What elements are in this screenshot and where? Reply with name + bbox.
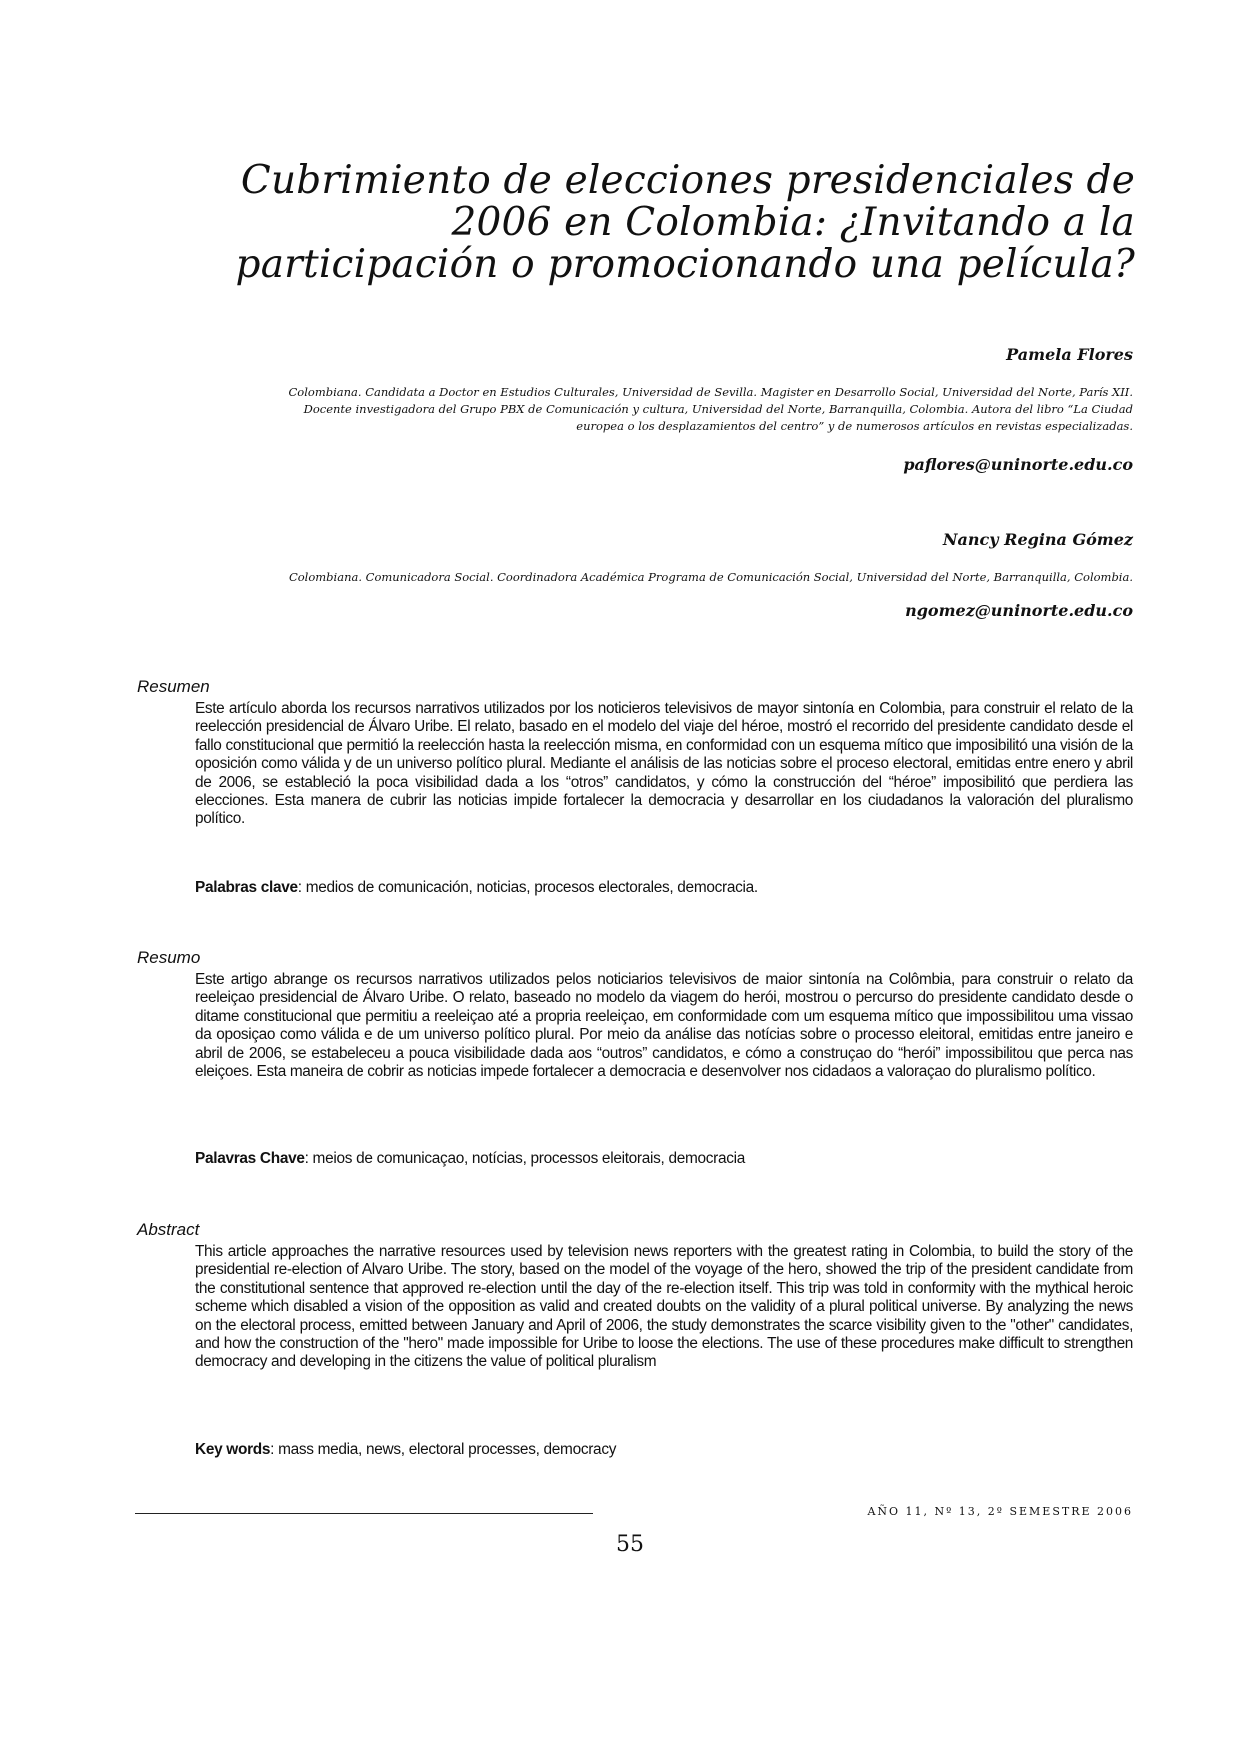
title-line-3: participación o promocionando una película? bbox=[235, 242, 1135, 287]
keywords-label: Palabras clave bbox=[195, 879, 298, 896]
footer-issue: AÑO 11, Nº 13, 2º SEMESTRE 2006 bbox=[867, 1505, 1133, 1518]
author-bio-gomez bbox=[133, 569, 1133, 586]
bio-line: europea o los desplazamientos del centro” y de numerosos artículos en revistas especializadas. bbox=[576, 419, 1133, 433]
author-name-gomez: Nancy Regina Gómez bbox=[942, 530, 1133, 549]
article-title bbox=[170, 160, 1135, 286]
bio-line: Colombiana. Comunicadora Social. Coordinadora Académica Programa de Comunicación Social, Universidad del Norte, Barranquilla, Colombia. bbox=[288, 570, 1133, 584]
section-body-resumo: Este artigo abrange os recursos narrativos utilizados pelos noticiarios televisivos de maior sintonía na Colômbia, para construir o relato da reeleiçao presidencial de Álvaro Uribe. O relato, baseado no modelo da viagem do herói, mostrou o percurso do presidente candidato desde o ditame constitucional que permitiu a reeleiçao até a propria reeleiçao, em conformidade com um esquema mítico que impossibilitou uma vissao da oposiçao como válida e de um universo político plural. Por meio da análise das notícias sobre o processo eleitoral, emitidas entre janeiro e abril de 2006, se estabeleceu a pouca visibilidade dada aos “outros” candidatos, e cómo a construçao do “herói” impossibilitou que perca nas eleiçoes. Esta maneira de cobrir as noticias impede fortalecer a democracia e desenvolver nos cidadaos a valoraçao do pluralismo político. bbox=[195, 971, 1133, 1081]
section-body-resumen: Este artículo aborda los recursos narrativos utilizados por los noticieros televisivos de mayor sintonía en Colombia, para construir el relato de la reelección presidencial de Álvaro Uribe. El relato, basado en el modelo del viaje del héroe, mostró el recorrido del presidente candidato desde el fallo constitucional que permitió la reelección hasta la reelección misma, en conformidad con un esquema mítico que imposibilitó una visión de la oposición como válida y de un universo político plural. Mediante el análisis de las noticias sobre el proceso electoral, emitidas entre enero y abril de 2006, se estableció la poca visibilidad dada a los “otros” candidatos, y cómo la construcción del “héroe” imposibilitó que perdiera las elecciones. Esta manera de cubrir las noticias impide fortalecer la democracia y desarrollar en los ciudadanos la valoración del pluralismo político. bbox=[195, 700, 1133, 828]
bio-line: Docente investigadora del Grupo PBX de Comunicación y cultura, Universidad del Norte, Barranquilla, Colombia. Autora del libro “La Ciudad bbox=[303, 402, 1133, 416]
page-number: 55 bbox=[616, 1532, 644, 1557]
section-heading-resumen: Resumen bbox=[137, 677, 210, 696]
footer-divider bbox=[135, 1513, 593, 1514]
section-heading-resumo: Resumo bbox=[137, 948, 201, 967]
keywords-list: : medios de comunicación, noticias, procesos electorales, democracia. bbox=[297, 879, 758, 896]
title-line-1: Cubrimiento de elecciones presidenciales de bbox=[240, 158, 1135, 203]
keywords-resumo bbox=[195, 1150, 1133, 1168]
author-name-flores: Pamela Flores bbox=[1006, 345, 1133, 364]
section-body-abstract: This article approaches the narrative resources used by television news reporters with the greatest rating in Colombia, to build the story of the presidential re-election of Alvaro Uribe. The story, based on the model of the voyage of the hero, showed the trip of the president candidate from the constitutional sentence that approved re-election until the day of the re-election itself. This trip was told in conformity with the mythical heroic scheme which disabled a vision of the opposition as valid and created doubts on the validity of a plural political universe. By analyzing the news on the electoral process, emitted between January and April of 2006, the study demonstrates the scarce visibility given to the "other" candidates, and how the construction of the "hero" made impossible for Uribe to loose the elections. The use of these procedures make difficult to strengthen democracy and developing in the citizens the value of political pluralism bbox=[195, 1243, 1133, 1371]
section-heading-abstract: Abstract bbox=[137, 1220, 200, 1239]
keywords-list: : mass media, news, electoral processes, democracy bbox=[270, 1441, 617, 1458]
author-email-flores[interactable]: paflores@uninorte.edu.co bbox=[903, 455, 1133, 474]
keywords-label: Palavras Chave bbox=[195, 1150, 305, 1167]
bio-line: Colombiana. Candidata a Doctor en Estudios Culturales, Universidad de Sevilla. Magister en Desarrollo Social, Universidad del Norte, París XII. bbox=[288, 385, 1133, 399]
keywords-abstract bbox=[195, 1441, 1133, 1459]
title-line-2: 2006 en Colombia: ¿Invitando a la bbox=[451, 200, 1135, 245]
keywords-resumen bbox=[195, 879, 1133, 897]
author-email-gomez[interactable]: ngomez@uninorte.edu.co bbox=[905, 601, 1133, 620]
author-bio-flores bbox=[133, 384, 1133, 435]
keywords-label: Key words bbox=[195, 1441, 271, 1458]
keywords-list: : meios de comunicaçao, notícias, processos eleitorais, democracia bbox=[304, 1150, 746, 1167]
